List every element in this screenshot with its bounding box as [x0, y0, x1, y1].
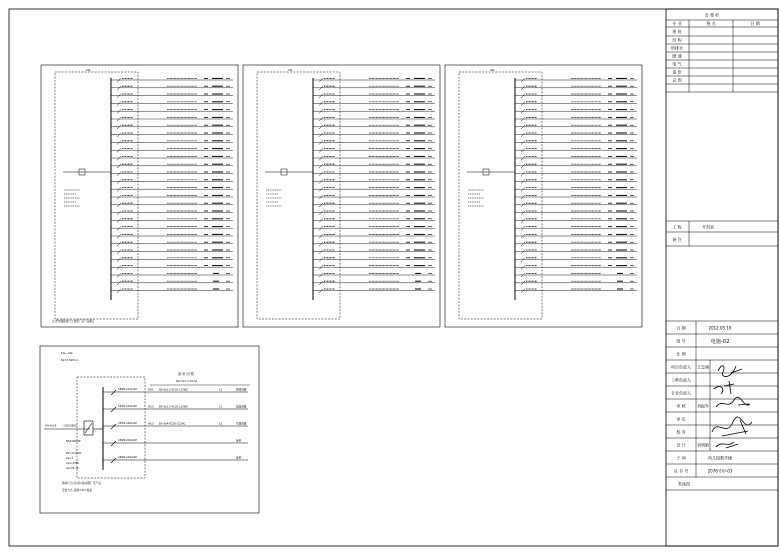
panel-border [243, 65, 440, 327]
cert-value: 2076号甲-03 [707, 468, 733, 474]
lower-wire-label: BV-3x2.5-SC20 CC/WC [159, 388, 188, 392]
panel-circuit [313, 195, 435, 199]
panel-circuit [515, 195, 637, 199]
lower-load-label: 备用 [236, 439, 242, 443]
lower-system-diagram [40, 346, 259, 513]
panel-circuit [515, 86, 637, 90]
panel-circuit [515, 187, 637, 191]
lower-top-sub: Pe:17.6kW Ic: [61, 359, 79, 362]
panel-circuit [313, 250, 435, 254]
panel-circuit [515, 265, 637, 269]
panel-circuit [111, 242, 233, 246]
project-value: 开封县 [702, 224, 714, 230]
lower-circuit-breaker [111, 424, 116, 429]
lower-breaker-label: C65N-C16A/1P [118, 387, 137, 391]
lower-wire-label: BV-3x2.5-SC20 CC/WC [159, 405, 188, 409]
lower-load-label: 备用 [236, 456, 242, 460]
distribution-panels [41, 65, 642, 327]
panel-border [41, 65, 238, 327]
countersign-col-sign: 签 名 [706, 21, 716, 26]
panel-circuit [313, 164, 435, 168]
panel-circuit [313, 289, 435, 293]
panel-circuit [515, 148, 637, 152]
signature-marks [712, 366, 752, 448]
lower-load-label: 空调回路 [236, 422, 247, 426]
panel-circuit [313, 125, 435, 129]
panel-circuit [111, 164, 233, 168]
incoming-cable: YJV-4x25 [45, 424, 57, 428]
panel-circuit [515, 109, 637, 113]
drawing-name: 系统图 [678, 481, 690, 487]
lower-circuit-breaker [111, 407, 116, 412]
panel-circuit [515, 211, 637, 215]
remark-label: 备 注 [672, 237, 682, 242]
panel-circuit [515, 102, 637, 106]
lower-load-label: 照明回路 [236, 388, 247, 392]
panel-circuit [515, 203, 637, 207]
panel-circuit [111, 273, 233, 277]
panel-circuit [111, 250, 233, 254]
title-block [666, 9, 778, 546]
panel-circuit [515, 164, 637, 168]
panel-circuit [313, 117, 435, 121]
countersign-row: 造 价 [672, 69, 682, 75]
scale-label: 比 例 [676, 351, 686, 357]
lower-breaker-label: C65N-C16A/1P [118, 455, 137, 459]
panel-circuit [313, 133, 435, 137]
lower-phase-label: L2 [219, 405, 223, 409]
panel-name: 3AL [288, 69, 293, 72]
panel [55, 68, 233, 319]
panel-circuit [111, 148, 233, 152]
countersign-header: 会 签 栏 [704, 12, 720, 18]
panel-circuit [313, 94, 435, 98]
panel-circuit [313, 148, 435, 152]
lower-param: Cos=0.85 [66, 462, 79, 465]
panel-circuit [111, 203, 233, 207]
role-label: 校 对 [676, 429, 686, 435]
date-label: 日 期 [676, 325, 686, 331]
panel-circuit [111, 125, 233, 129]
countersign-col-discipline: 专 业 [672, 21, 682, 26]
spare-header: 备 用 回 路 [178, 372, 194, 376]
box-note: 箱体尺寸(宽x高x深)参照厂家产品 [62, 482, 101, 485]
lower-breaker-label: C65N-C16A/1P [118, 404, 137, 408]
drawing-no-label: 图 号 [676, 338, 686, 344]
lower-param: Pe=17.6kW [66, 452, 82, 455]
role-name: 刘振军 [697, 403, 709, 409]
main-breaker-label: NSX100/4P [66, 440, 81, 443]
lower-circuit [103, 404, 248, 412]
panel-circuit [111, 109, 233, 113]
panel-circuit [515, 78, 637, 82]
lower-circuit-breaker [111, 390, 116, 395]
building-label: 子 项 [676, 455, 686, 461]
sheet-frame [9, 9, 778, 546]
lower-circuit-breaker [111, 441, 116, 446]
panel-note: 注:配电箱箱体尺寸参照厂家产品确定 [52, 320, 95, 323]
lower-top-label: 1AL~3AL [61, 352, 73, 355]
panel-circuit [313, 187, 435, 191]
incoming-voltage: ~220/380V [62, 424, 77, 428]
countersign-row: 给排水 [671, 45, 683, 51]
panel-circuit [111, 117, 233, 121]
panel-circuit [111, 195, 233, 199]
panel-circuit [515, 94, 637, 98]
foot-note: 安装方式: 距地1.5m 暗装 [62, 489, 92, 492]
panel-circuit [313, 265, 435, 269]
panel-circuit [515, 250, 637, 254]
lower-circuit [103, 387, 248, 395]
panel [459, 68, 637, 319]
panel-circuit [313, 219, 435, 223]
panel-circuit [515, 133, 637, 137]
panel-circuit [111, 211, 233, 215]
panel-circuit [313, 78, 435, 82]
lower-breaker-label: C65N-C20A/1P [118, 421, 137, 425]
panel-circuit [313, 242, 435, 246]
cert-label: 证 书 号 [673, 468, 689, 474]
panel-circuit [313, 211, 435, 215]
lower-cable-label: WL3 [148, 422, 154, 426]
panel-circuit [111, 156, 233, 160]
panel-circuit [515, 172, 637, 176]
panel-circuit [313, 86, 435, 90]
lower-circuits [103, 387, 248, 463]
role-label: 设 计 [676, 442, 686, 448]
countersign-row: 建 筑 [672, 29, 682, 34]
panel-circuit [515, 117, 637, 121]
panel-circuit [313, 273, 435, 277]
panel-circuit [111, 78, 233, 82]
panel-circuit [515, 156, 637, 160]
panel-circuit [313, 102, 435, 106]
date-value: 2012.05.19 [708, 325, 732, 331]
panel-circuit [111, 141, 233, 145]
panel-circuit [111, 102, 233, 106]
panel-circuit [515, 281, 637, 285]
panel-circuit [313, 141, 435, 145]
panel-circuit [111, 187, 233, 191]
panel-circuit [313, 156, 435, 160]
spare-sub: Pe=10 Ic=25.0A [176, 380, 198, 383]
panel-circuit [313, 109, 435, 113]
countersign-col-date: 日 期 [750, 21, 760, 26]
panel-circuit [313, 180, 435, 184]
countersign-row: 结 构 [672, 37, 682, 43]
panel-circuit [313, 172, 435, 176]
lower-cable-label: WL2 [148, 405, 154, 409]
panel-circuit [111, 281, 233, 285]
panel-circuit [313, 258, 435, 262]
panel-circuit [111, 180, 233, 184]
panel-circuit [111, 219, 233, 223]
building-value: 幼儿园教学楼 [708, 455, 732, 461]
role-label: 项目负责人 [671, 364, 691, 370]
panel-circuit [111, 86, 233, 90]
panel-circuit [515, 273, 637, 277]
panel-circuit [313, 234, 435, 238]
panel-circuit [515, 258, 637, 262]
lower-circuit [103, 438, 248, 446]
panel-circuit [111, 289, 233, 293]
lower-border [40, 346, 259, 513]
panel [257, 68, 435, 319]
panel-circuit [515, 125, 637, 129]
role-label: 审 定 [676, 416, 686, 422]
panel-circuit [313, 281, 435, 285]
role-label: 工种负责人 [671, 377, 691, 383]
panel-circuit [515, 242, 637, 246]
panel-circuit [313, 226, 435, 230]
drawing-no-value: 电施-02 [710, 339, 730, 345]
countersign-row: 暖 通 [672, 53, 682, 59]
panel-circuit [111, 234, 233, 238]
lower-circuit [103, 421, 248, 429]
project-label: 工 程 [672, 224, 682, 230]
role-label: 专业负责人 [671, 390, 691, 396]
panel-circuit [515, 141, 637, 145]
panel-name: 2AL [86, 69, 91, 72]
lower-circuit [103, 455, 248, 463]
countersign-row: 总 图 [672, 77, 682, 83]
panel-circuit [111, 265, 233, 269]
panel-circuit [111, 226, 233, 230]
lower-breaker-label: C65N-C16A/1P [118, 438, 137, 442]
lower-load-label: 插座回路 [236, 405, 247, 409]
panel-circuit [515, 226, 637, 230]
role-name: 王志刚 [697, 364, 709, 370]
lower-param: Ijs=29.7A [66, 467, 79, 470]
countersign-row: 电 气 [672, 61, 682, 67]
lower-param: Kx=1 [66, 457, 74, 460]
panel-name: 4AL [490, 69, 495, 72]
lower-wire-label: BV-3x4-SC20 CC/WC [159, 422, 186, 426]
panel-border [445, 65, 642, 327]
lower-cable-label: WL1 [148, 388, 154, 392]
panel-circuit [515, 289, 637, 293]
lower-phase-label: L1 [219, 388, 223, 392]
panel-circuit [515, 180, 637, 184]
panel-circuit [515, 219, 637, 223]
panel-circuit [313, 203, 435, 207]
panel-circuit [515, 234, 637, 238]
lower-circuit-breaker [111, 458, 116, 463]
role-label: 审 核 [676, 403, 686, 409]
panel-circuit [111, 172, 233, 176]
lower-phase-label: L3 [219, 422, 223, 426]
panel-circuit [111, 258, 233, 262]
panel-circuit [111, 133, 233, 137]
panel-circuit [111, 94, 233, 98]
role-name: 刘明新 [697, 442, 709, 448]
